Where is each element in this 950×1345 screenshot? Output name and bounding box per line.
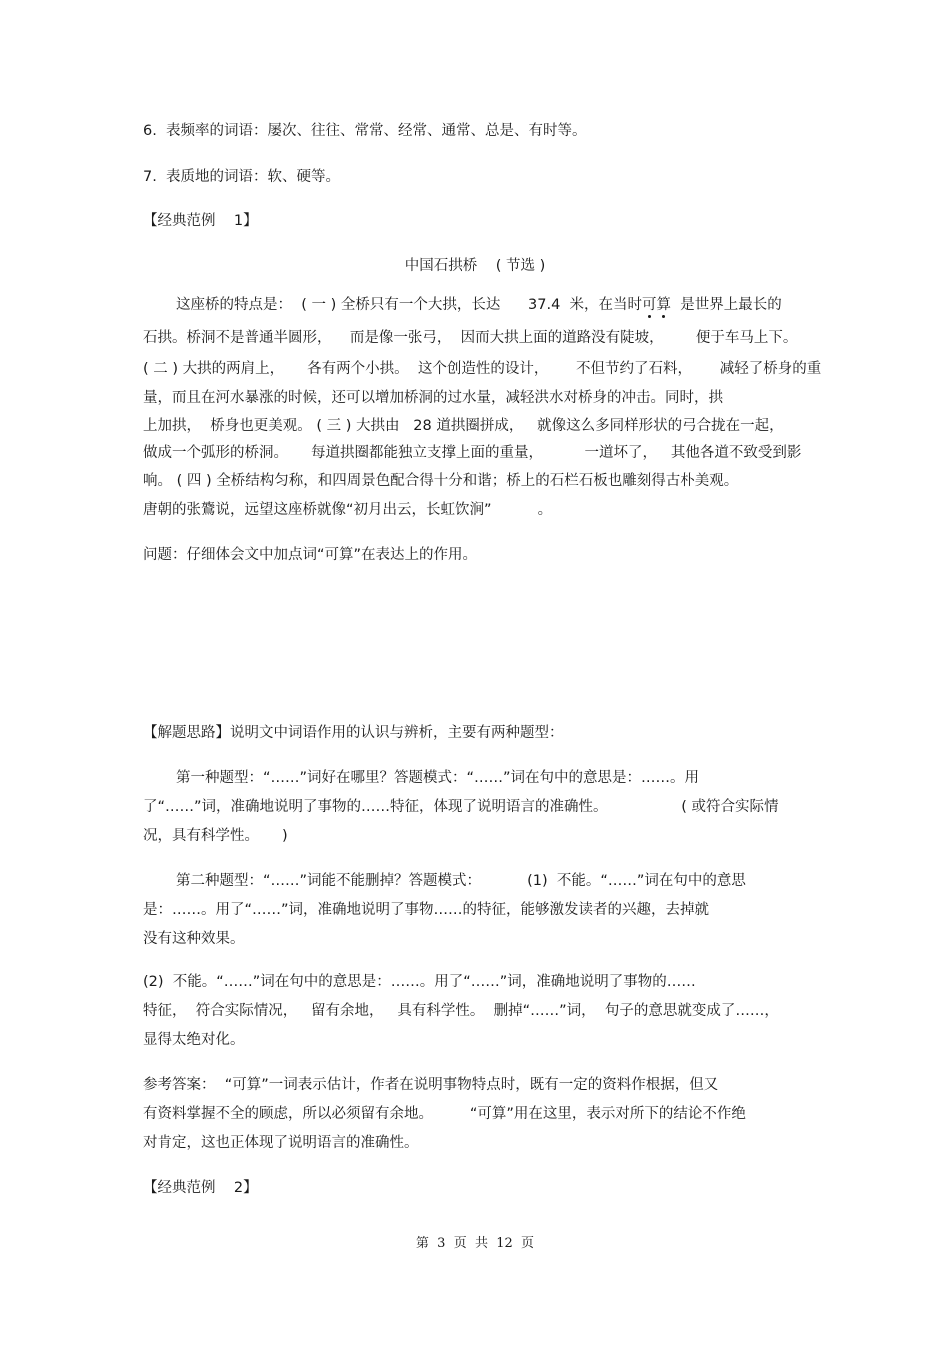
page-footer: 第 3 页 共 12 页: [415, 1236, 535, 1251]
article-line-5: 上加拱， 桥身也更美观。 ( 三 ) 大拱由 28 道拱圈拼成， 就像这么多同样形状的弓合拢在一起，: [143, 418, 784, 434]
example-1-heading: 【经典范例 1】: [143, 213, 258, 229]
dotted-char-2: 算: [656, 297, 672, 313]
question: 问题：仔细体会文中加点词“可算”在表达上的作用。: [143, 547, 478, 563]
item-6: 6. 表频率的词语：屡次、往往、常常、经常、通常、总是、有时等。: [143, 123, 587, 139]
article-line-7: 响。 ( 四 ) 全桥结构匀称，和四周景色配合得十分和谐；桥上的石栏石板也雕刻得古朴美观。: [143, 473, 739, 489]
article-line-3: ( 二 ) 大拱的两肩上， 各有两个小拱。 这个创造性的设计， 不但节约了石料， 减轻了桥身的重: [143, 361, 822, 377]
article-line-2: 石拱。桥洞不是普通半圆形， 而是像一张弓， 因而大拱上面的道路没有陡坡， 便于车马上下。: [143, 330, 798, 346]
article-line-1-end: 是世界上最长的: [671, 297, 782, 313]
type2-line-3: 没有这种效果。: [143, 931, 245, 947]
article-line-6: 做成一个弧形的桥洞。 每道拱圈都能独立支撑上面的重量， 一道坏了， 其他各道不致受到影: [143, 445, 802, 461]
type2-line-2: 是：……。用了“……”词，准确地说明了事物……的特征，能够激发读者的兴趣，去掉就: [143, 902, 710, 918]
type2-line-1: 第二种题型：“……”词能不能删掉？答题模式： (1) 不能。“……”词在句中的意思: [176, 873, 746, 889]
type2b-line-1: (2) 不能。“……”词在句中的意思是：……。用了“……”词，准确地说明了事物的……: [143, 974, 696, 990]
type1-line-1: 第一种题型：“……”词好在哪里？答题模式：“……”词在句中的意思是：……。用: [176, 770, 700, 786]
article-line-8: 唐朝的张鷟说，远望这座桥就像“初月出云，长虹饮涧” 。: [143, 502, 553, 518]
type2b-line-3: 显得太绝对化。: [143, 1032, 245, 1048]
type2b-line-2: 特征， 符合实际情况， 留有余地， 具有科学性。 删掉“……”词， 句子的意思就变成了……，: [143, 1003, 779, 1019]
article-line-1-start: 这座桥的特点是： ( 一 ) 全桥只有一个大拱，长达 37.4 米，在当时: [176, 297, 643, 313]
item-7: 7. 表质地的词语：软、硬等。: [143, 169, 341, 185]
dotted-char-1: 可: [642, 297, 657, 313]
solution-intro: 【解题思路】说明文中词语作用的认识与辨析，主要有两种题型：: [143, 725, 564, 741]
answer-line-1: 参考答案： “可算”一词表示估计，作者在说明事物特点时，既有一定的资料作根据，但又: [143, 1077, 719, 1093]
example-2-heading: 【经典范例 2】: [143, 1180, 258, 1196]
article-line-1: [176, 295, 782, 315]
article-line-4: 量，而且在河水暴涨的时候，还可以增加桥洞的过水量，减轻洪水对桥身的冲击。同时，拱: [143, 390, 723, 406]
type1-line-3: 况，具有科学性。 ): [143, 828, 288, 844]
article-title: 中国石拱桥 ( 节选 ): [404, 258, 546, 274]
answer-line-2: 有资料掌握不全的顾虑，所以必须留有余地。 “可算”用在这里，表示对所下的结论不作绝: [143, 1106, 746, 1122]
answer-line-3: 对肯定，这也正体现了说明语言的准确性。: [143, 1135, 419, 1151]
type1-line-2: 了“……”词，准确地说明了事物的……特征，体现了说明语言的准确性。 ( 或符合实际情: [143, 799, 779, 815]
